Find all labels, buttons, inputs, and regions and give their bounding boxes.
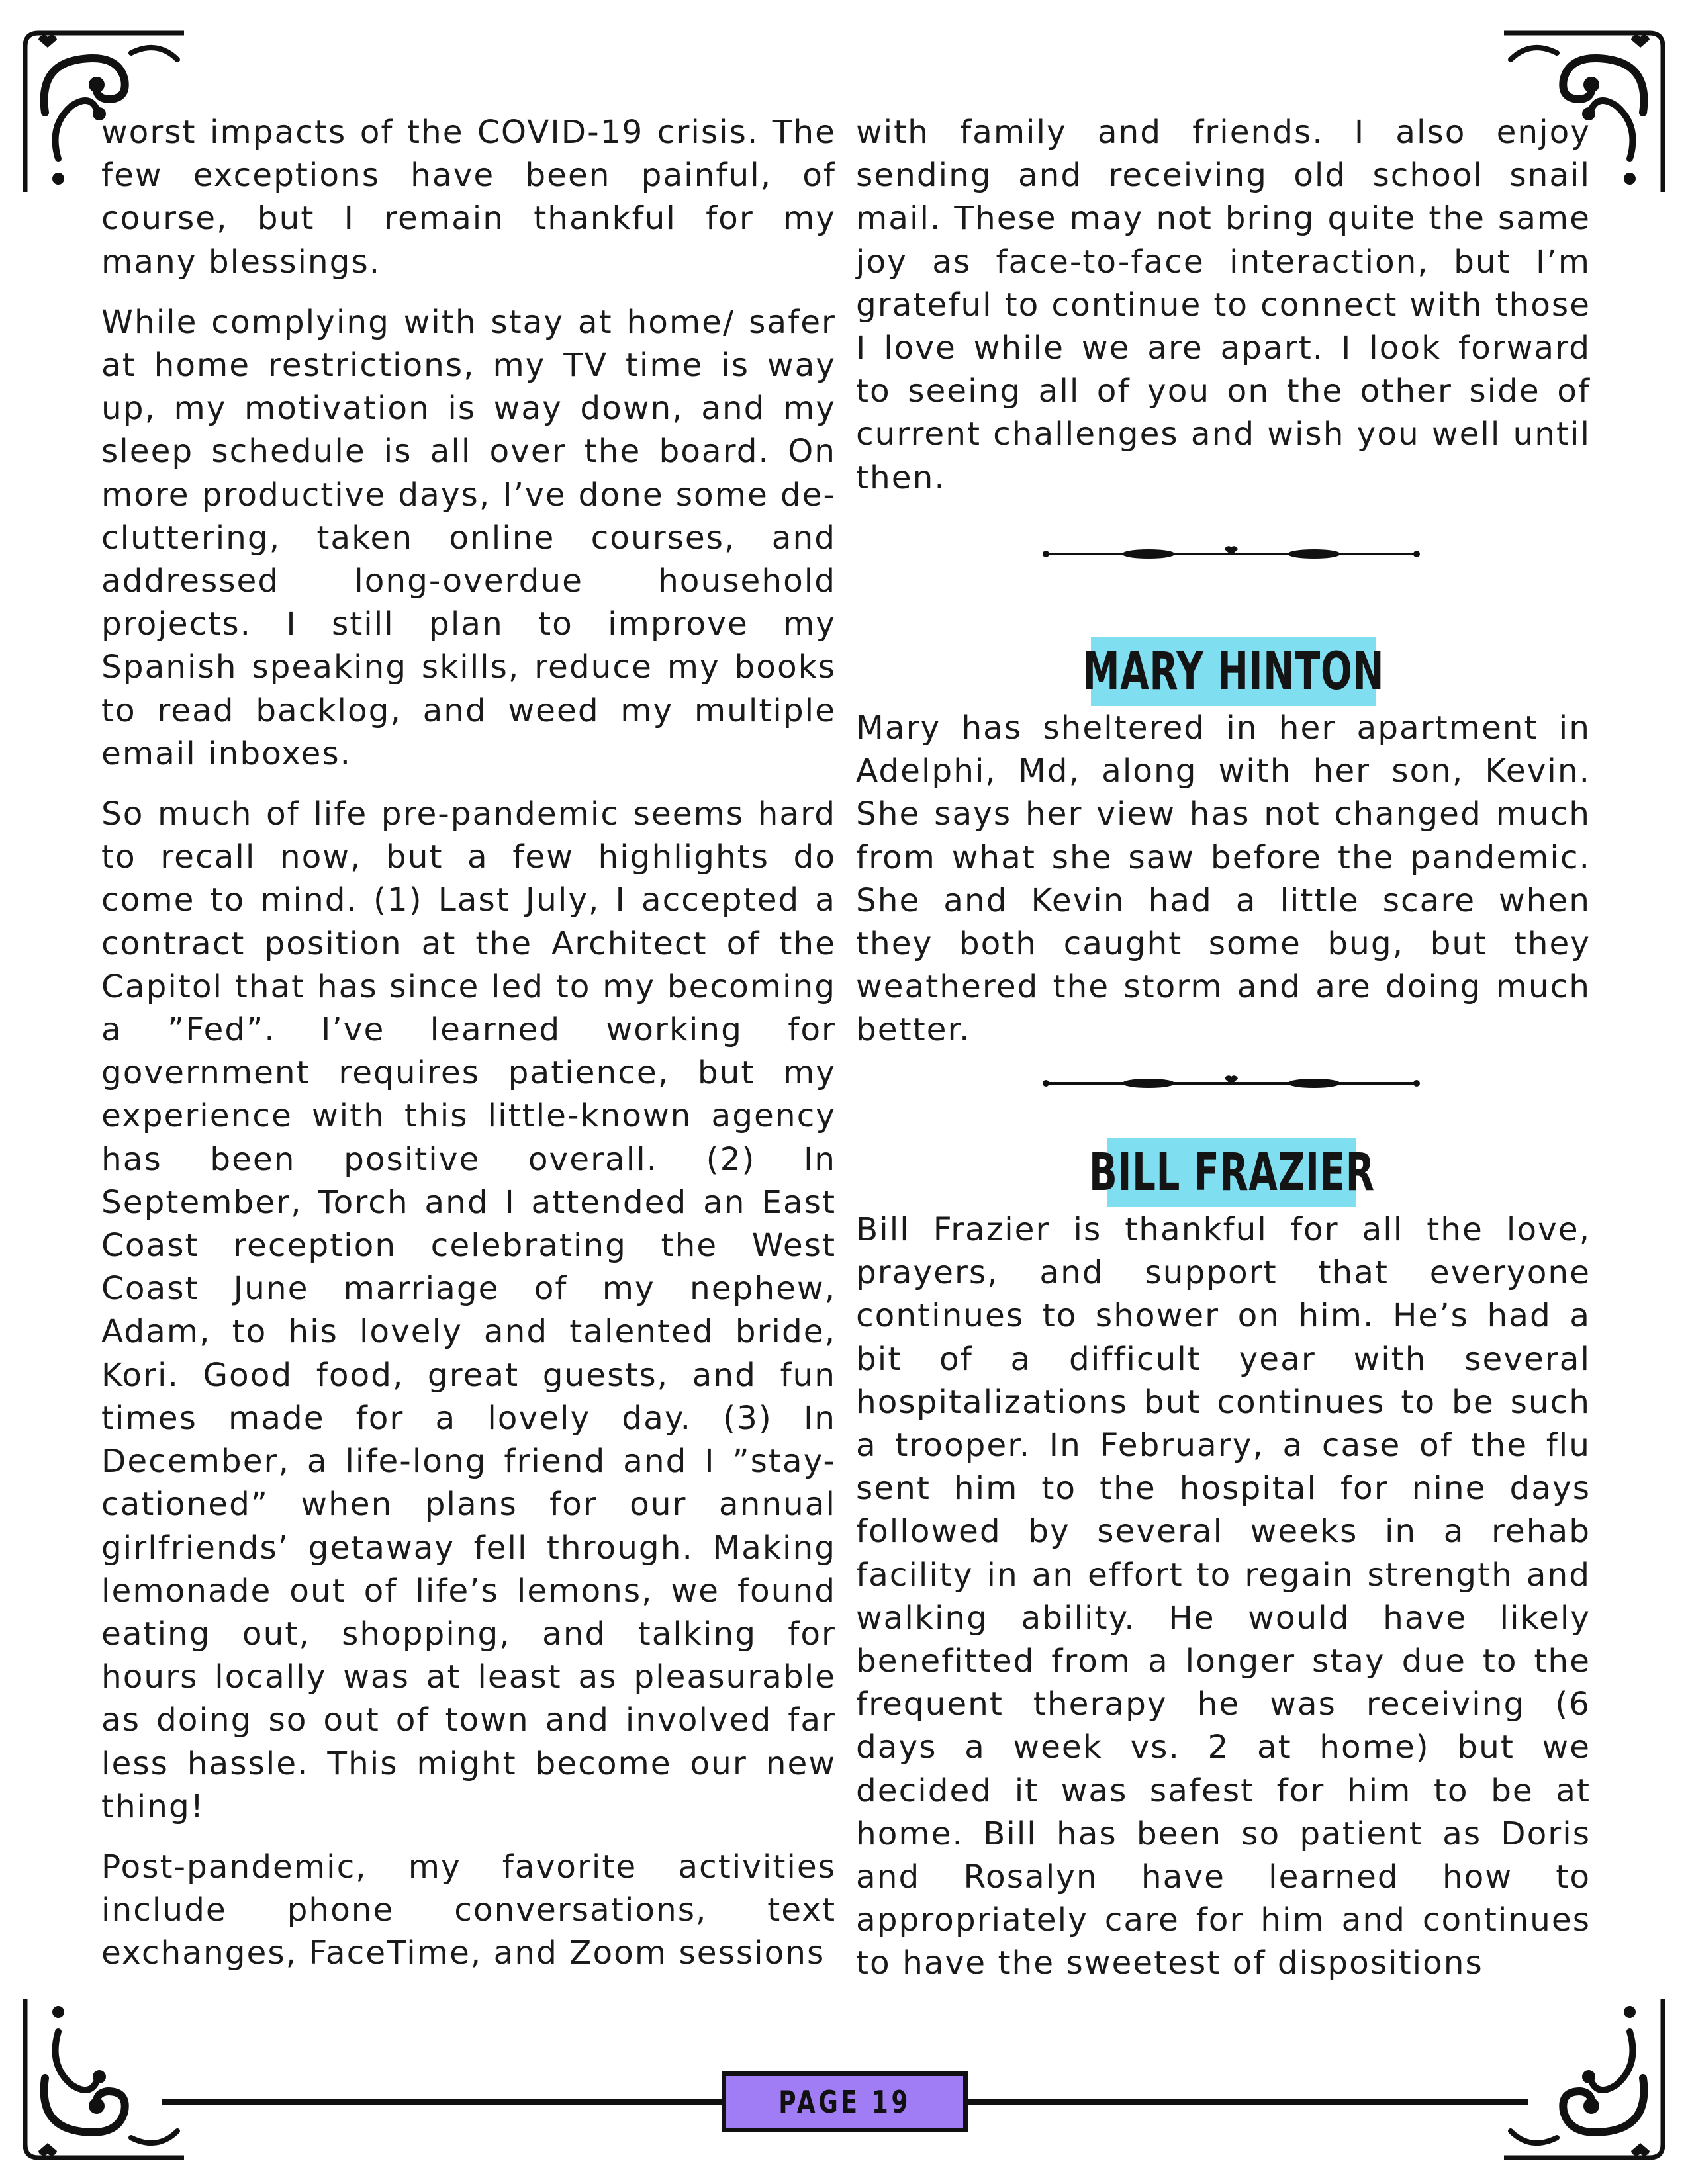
heading-text: BILL FRAZIER <box>1088 1143 1375 1203</box>
right-column <box>856 111 1591 517</box>
footer-rule-left <box>162 2099 725 2105</box>
bill-section-text <box>856 1208 1591 2003</box>
corner-flourish-icon <box>19 1992 191 2164</box>
heart-divider-icon <box>1043 1073 1420 1093</box>
section-heading-mary <box>1082 637 1384 706</box>
heading-text: MARY HINTON <box>1082 642 1384 702</box>
paragraph: So much of life pre-pandemic seems hard to recall now, but a few highlights do come to mind. (1) Last July, I accepted a contract position at the Architect of the Capitol that has since led to my becoming a ”Fed”. I’ve learned working for government requires patience, but my experience with this little-known agency has been positive overall. (2) In September, Torch and I attended an East Coast reception celebrating the West Coast June marriage of my nephew, Adam, to his lovely and talented bride, Kori. Good food, great guests, and fun times made for a lovely day. (3) In December, a life-long friend and I ”stay-cationed” when plans for our annual girlfriends’ getaway fell through. Making lemonade out of life’s lemons, we found eating out, shopping, and talking for hours locally was at least as pleasurable as doing so out of town and involved far less hassle. This might become our new thing! <box>101 796 836 1825</box>
mary-section-text <box>856 707 1591 1069</box>
page-number: PAGE 19 <box>778 2084 911 2120</box>
paragraph: Mary has sheltered in her apartment in Adelphi, Md, along with her son, Kevin. She says her view has not changed much from what she saw before the pandemic. She and Kevin had a little scare when they both caught some bug, but they weathered the storm and are doing much better. <box>856 709 1591 1049</box>
page-number-box <box>722 2071 968 2132</box>
section-heading-bill <box>1088 1138 1375 1207</box>
corner-flourish-icon <box>1497 1992 1669 2164</box>
heart-divider-icon <box>1043 544 1420 564</box>
left-column <box>101 111 836 1993</box>
footer-rule-right <box>965 2099 1528 2105</box>
paragraph: While complying with stay at home/ safer at home restrictions, my TV time is way up, my motivation is way down, and my sleep schedule is all over the board. On more productive days, I’ve done some de-cluttering, taken online courses, and addressed long-overdue household projects. I still plan to improve my Spanish speaking skills, reduce my books to read backlog, and weed my multiple email inboxes. <box>101 303 836 772</box>
paragraph: worst impacts of the COVID-19 crisis. The few exceptions have been painful, of course, but I remain thankful for my many blessings. <box>101 114 836 281</box>
paragraph: with family and friends. I also enjoy sending and receiving old school snail mail. These may not bring quite the same joy as face-to-face interaction, but I’m grateful to continue to connect with those I love while we are apart. I look forward to seeing all of you on the other side of current challenges and wish you well until then. <box>856 114 1591 496</box>
paragraph: Post-pandemic, my favorite activities include phone conversations, text exchanges, FaceTime, and Zoom sessions <box>101 1848 836 1972</box>
paragraph: Bill Frazier is thankful for all the love, prayers, and support that everyone continues to shower on him. He’s had a bit of a difficult year with several hospitalizations but continues to be such a trooper. In February, a case of the flu sent him to the hospital for nine days followed by several weeks in a rehab facility in an effort to regain strength and walking ability. He would have likely benefitted from a longer stay due to the frequent therapy he was receiving (6 days a week vs. 2 at home) but we decided it was safest for him to be at home. Bill has been so patient as Doris and Rosalyn have learned how to appropriately care for him and continues to have the sweetest of dispositions <box>856 1211 1591 1982</box>
